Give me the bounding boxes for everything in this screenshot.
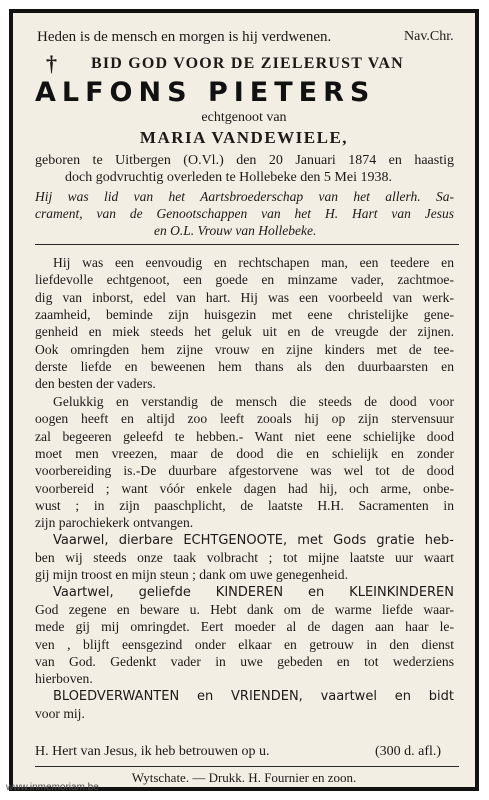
eulogy-line: van God. Gedenkt vader in uwe gebeden en tot wederziens: [35, 654, 454, 670]
spouse-intro: echtgenoot van: [201, 110, 287, 125]
eulogy-line: derste liefde en beweenen hem thans als den duurbaarsten en: [35, 359, 454, 375]
bio-line: geboren te Uitbergen (O.Vl.) den 20 Januari 1874 en haastig: [35, 153, 454, 168]
eulogy-line: moet men vreezen, maar de dood die en schielijk en zonder: [35, 445, 454, 461]
divider: [35, 244, 459, 245]
eulogy-line: God zegene en beware u. Hebt dank om de warme liefde waar-: [35, 602, 454, 617]
eulogy-line: Hij was een eenvoudig en rechtschapen man, een teedere en: [53, 255, 454, 270]
quote-source: Nav.Chr.: [404, 29, 454, 44]
eulogy-line: dig van inborst, edel van hart. Hij was een voorbeeld van werk-: [35, 289, 454, 305]
prayer-heading: BID GOD VOOR DE ZIELERUST VAN: [91, 55, 404, 72]
eulogy-line: Vaarwel, dierbare ECHTGENOOTE, met Gods gratie heb-: [53, 532, 454, 548]
eulogy-line: ben wij steeds onze taak volbracht ; tot mijne laatste uur waart: [35, 549, 454, 565]
eulogy-line: genheid en miek steeds het geluk uit en de vreugde der zijnen.: [35, 324, 454, 340]
printer-imprint: Wytschate. — Drukk. H. Fournier en zoon.: [131, 770, 357, 785]
eulogy-line: voorbereiding is.-De duurbare afgestorvene was wel tot de dood: [35, 463, 454, 479]
eulogy-line: zal begeeren geleefd te hebben.- Want niet eene schielijke dood: [35, 428, 454, 444]
divider: [35, 766, 459, 767]
membership-line: crament, van de Genootschappen van het H. Hart van Jesus: [35, 206, 454, 221]
eulogy-line: ven , blijft eensgezind onder elkaar en getrouw in den dienst: [35, 636, 454, 652]
indulgence-note: (300 d. afl.): [375, 744, 442, 759]
eulogy-line: Gelukkig en verstandig de mensch die steeds de dood voor: [53, 393, 454, 409]
eulogy-line: mede gij mij omringdet. Eert moeder al de dagen aan haar le-: [35, 619, 454, 635]
bio-line: doch godvruchtig overleden te Hollebeke den 5 Mei 1938.: [65, 170, 392, 185]
cross-icon: †: [46, 51, 57, 76]
eulogy-line: oogen heeft en altijd zoo leeft zooals hij op zijn stervensuur: [35, 411, 454, 427]
spouse-name: MARIA VANDEWIELE,: [139, 128, 349, 147]
eulogy-line: gij mijn troost en mijn steun ; dank om uwe genegenheid.: [35, 567, 348, 583]
eulogy-line: zaamheid, beminde zijn huisgezin met eene christelijke gene-: [35, 307, 454, 323]
deceased-name: ALFONS PIETERS: [35, 77, 376, 108]
eulogy-line: zijn parochiekerk ontvangen.: [35, 515, 194, 531]
eulogy-line: BLOEDVERWANTEN en VRIENDEN, vaartwel en bidt: [53, 688, 454, 704]
eulogy-line: wust ; in zijn paaschplicht, de laatste H.H. Sacramenten in: [35, 497, 454, 513]
membership-line: en O.L. Vrouw van Hollebeke.: [154, 223, 317, 238]
opening-quote: Heden is de mensch en morgen is hij verdwenen.: [37, 29, 332, 45]
memorial-card: [9, 9, 479, 791]
watermark: www.inmemoriam.be: [6, 782, 99, 793]
eulogy-line: hierboven.: [35, 671, 93, 687]
eulogy-line: voor mij.: [35, 706, 85, 722]
eulogy-line: liefdevolle echtgenoot, een goede en minzame vader, zachtmoe-: [35, 272, 454, 288]
membership-line: Hij was lid van het Aartsbroederschap van het allerh. Sa-: [35, 189, 454, 204]
prayer-line: H. Hert van Jesus, ik heb betrouwen op u.: [35, 744, 270, 759]
eulogy-line: voorbereid ; want vóór enkele dagen had hij, och arme, onbe-: [35, 480, 454, 496]
eulogy-line: den besten der vaders.: [35, 376, 156, 392]
eulogy-line: Vaartwel, geliefde KINDEREN en KLEINKINDEREN: [53, 584, 454, 600]
eulogy-line: Ook omringden hem zijne vrouw en zijne kinders met de tee-: [35, 341, 454, 357]
